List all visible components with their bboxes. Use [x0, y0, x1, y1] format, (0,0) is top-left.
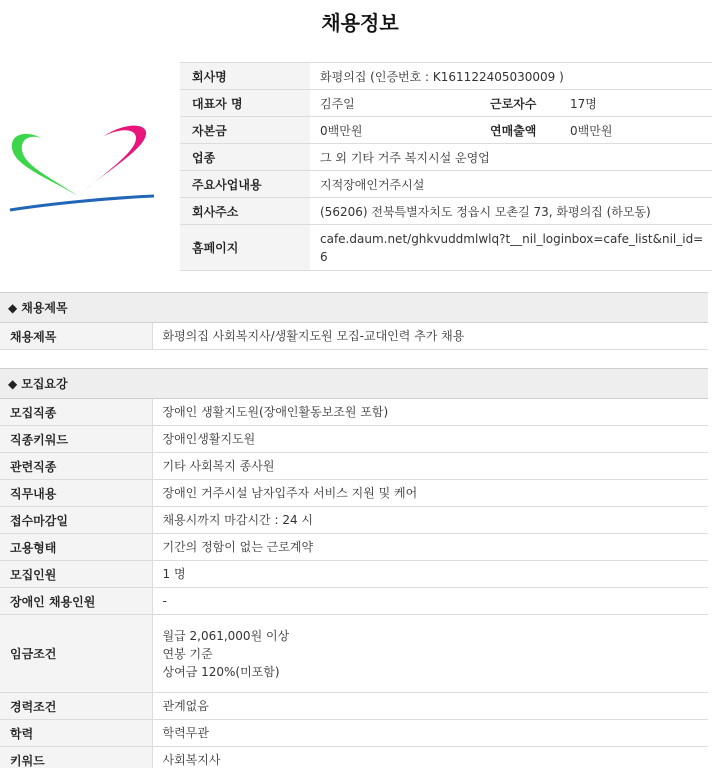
table-row: [0, 588, 708, 615]
row-label: 임금조건: [0, 615, 152, 693]
heart-logo-icon: [8, 118, 156, 218]
row-value: 1 명: [152, 561, 708, 588]
recruit-requirements-section: [0, 368, 708, 768]
sales-label: 연매출액: [480, 117, 560, 144]
ceo-value: 김주일: [310, 90, 480, 117]
row-label: 직무내용: [0, 480, 152, 507]
employees-label: 근로자수: [480, 90, 560, 117]
industry-value: 그 외 기타 거주 복지시설 운영업: [310, 144, 712, 171]
row-value: 기간의 정함이 없는 근로계약: [152, 534, 708, 561]
homepage-label: 홈페이지: [180, 225, 310, 271]
recruit-requirements-header: [0, 369, 708, 399]
row-label: 모집직종: [0, 399, 152, 426]
table-row: [0, 693, 708, 720]
row-label: 고용형태: [0, 534, 152, 561]
page-title: 채용정보: [321, 11, 399, 35]
business-value: 지적장애인거주시설: [310, 171, 712, 198]
recruit-title-header: [0, 293, 708, 323]
row-label: 학력: [0, 720, 152, 747]
wage-line: 연봉 기준: [162, 646, 213, 661]
recruit-title-section: [0, 292, 708, 350]
table-row: [0, 534, 708, 561]
row-value: 장애인 생활지도원(장애인활동보조원 포함): [152, 399, 708, 426]
wage-line: 월급 2,061,000원 이상: [162, 628, 290, 643]
table-row: [0, 480, 708, 507]
recruit-title-label: 채용제목: [0, 323, 152, 350]
row-value: 장애인 거주시설 남자입주자 서비스 지원 및 케어: [152, 480, 708, 507]
row-value: 채용시까지 마감시간 : 24 시: [152, 507, 708, 534]
homepage-link[interactable]: cafe.daum.net/ghkvuddmlwlq?t__nil_loginbox=cafe_list&nil_id=6: [310, 225, 712, 271]
table-row: [0, 720, 708, 747]
row-value: -: [152, 588, 708, 615]
row-label: 모집인원: [0, 561, 152, 588]
row-label: 키워드: [0, 747, 152, 768]
company-name-value: 화평의집 (인증번호 : K161122405030009 ): [310, 63, 712, 90]
sales-value: 0백만원: [560, 117, 712, 144]
address-label: 회사주소: [180, 198, 310, 225]
table-row: [0, 615, 708, 693]
row-value: 관계없음: [152, 693, 708, 720]
table-row: [0, 747, 708, 768]
row-value: 장애인생활지도원: [152, 426, 708, 453]
table-row: [0, 399, 708, 426]
table-row: [0, 507, 708, 534]
row-label: 직종키워드: [0, 426, 152, 453]
row-value: 학력무관: [152, 720, 708, 747]
row-value: 사회복지사: [152, 747, 708, 768]
recruit-title-value: 화평의집 사회복지사/생활지도원 모집-교대인력 추가 채용: [152, 323, 708, 350]
diamond-icon: ◆: [8, 377, 18, 391]
wage-value: [152, 615, 708, 693]
row-value: 기타 사회복지 종사원: [152, 453, 708, 480]
business-label: 주요사업내용: [180, 171, 310, 198]
table-row: [0, 561, 708, 588]
table-row: [0, 426, 708, 453]
employees-value: 17명: [560, 90, 712, 117]
address-value: (56206) 전북특별자치도 정읍시 모촌길 73, 화평의집 (하모동): [310, 198, 712, 225]
recruit-title-header-label: 채용제목: [21, 301, 68, 315]
row-label: 경력조건: [0, 693, 152, 720]
wage-line: 상여금 120%(미포함): [162, 664, 280, 679]
capital-label: 자본금: [180, 117, 310, 144]
industry-label: 업종: [180, 144, 310, 171]
diamond-icon: ◆: [8, 301, 18, 315]
company-name-label: 회사명: [180, 63, 310, 90]
row-label: 접수마감일: [0, 507, 152, 534]
row-label: 장애인 채용인원: [0, 588, 152, 615]
capital-value: 0백만원: [310, 117, 480, 144]
table-row: [0, 453, 708, 480]
row-label: 관련직종: [0, 453, 152, 480]
recruit-requirements-header-label: 모집요강: [21, 377, 68, 391]
company-info-table: [180, 62, 712, 271]
ceo-label: 대표자 명: [180, 90, 310, 117]
